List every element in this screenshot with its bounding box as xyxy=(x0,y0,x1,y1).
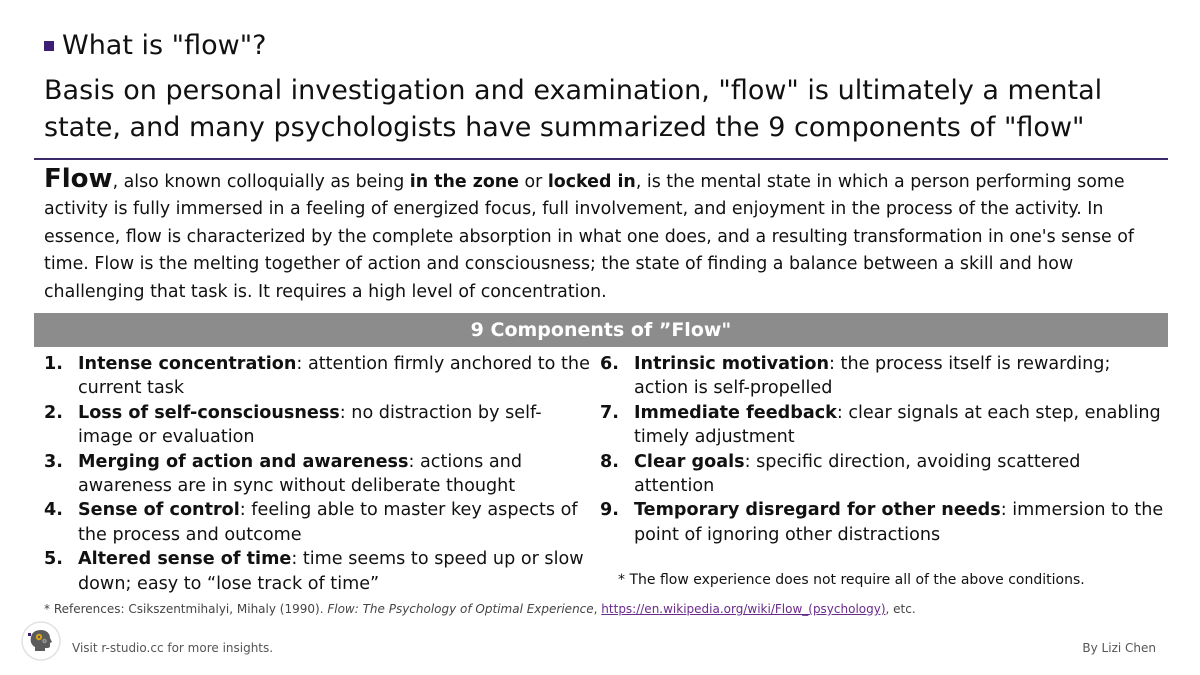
conditions-note: * The flow experience does not require all of the above conditions. xyxy=(618,572,1085,588)
component-name: Merging of action and awareness xyxy=(78,451,409,472)
definition-term: locked in xyxy=(547,172,636,192)
component-desc: : immersion to the point of ignoring other distractions xyxy=(634,500,1164,545)
component-item xyxy=(44,450,592,499)
component-number: 3. xyxy=(44,451,63,472)
component-item xyxy=(44,547,592,596)
definition-term: in the zone xyxy=(409,172,519,192)
component-item xyxy=(600,401,1166,450)
flow-definition xyxy=(44,166,1166,306)
definition-part: , is the mental state in which a person performing some activity is fully immersed in a feeling of energized focus, full involvement, and enjoyment in the process of the activity. In essence, flow is characterized by the complete absorption in what one does, and a resulting transformation in one's sense of time. Flow is the melting together of action and consciousness; the state of finding a balance between a skill and how challenging that task is. It requires a high level of concentration. xyxy=(44,172,1134,302)
references-prefix: * References: Csikszentmihalyi, Mihaly (1990). xyxy=(44,602,328,616)
component-item xyxy=(44,401,592,450)
component-name: Clear goals xyxy=(634,451,745,472)
component-desc: : attention firmly anchored to the current task xyxy=(78,354,590,399)
square-bullet-icon xyxy=(44,41,54,51)
references xyxy=(44,602,916,616)
components-list-left xyxy=(44,352,592,596)
references-book-title: Flow: The Psychology of Optimal Experience xyxy=(327,602,594,616)
component-name: Altered sense of time xyxy=(78,549,292,570)
component-number: 4. xyxy=(44,500,63,521)
component-number: 1. xyxy=(44,354,63,374)
definition-part: or xyxy=(518,172,548,192)
component-name: Sense of control xyxy=(78,500,240,521)
component-item xyxy=(600,450,1166,499)
component-desc: : time seems to speed up or slow down; easy to “lose track of time” xyxy=(78,549,584,594)
components-list-right xyxy=(600,352,1166,547)
component-desc: : actions and awareness are in sync without deliberate thought xyxy=(78,451,523,497)
heading-text: What is "flow"? xyxy=(62,30,267,61)
footer-website-text: Visit r-studio.cc for more insights. xyxy=(72,641,274,655)
component-number: 6. xyxy=(600,354,619,374)
component-item xyxy=(44,352,592,401)
component-desc: : clear signals at each step, enabling timely adjustment xyxy=(634,402,1161,448)
component-number: 8. xyxy=(600,451,619,472)
references-separator: , xyxy=(593,602,602,616)
component-number: 5. xyxy=(44,549,63,570)
component-desc: : specific direction, avoiding scattered attention xyxy=(634,451,1081,497)
component-item xyxy=(44,498,592,547)
definition-part: , also known colloquially as being xyxy=(112,172,410,192)
definition-word: Flow xyxy=(44,164,113,194)
references-suffix: , etc. xyxy=(885,602,916,616)
component-number: 9. xyxy=(600,500,619,521)
components-title-bar xyxy=(34,313,1168,347)
component-desc: : feeling able to master key aspects of the process and outcome xyxy=(78,500,578,545)
component-number: 2. xyxy=(44,402,63,423)
slide-heading xyxy=(44,30,266,61)
components-title: 9 Components of ”Flow" xyxy=(470,319,732,341)
component-name: Loss of self-consciousness xyxy=(78,402,340,423)
component-name: Intense concentration xyxy=(78,354,297,374)
component-desc: : no distraction by self-image or evaluation xyxy=(78,402,542,448)
component-desc: : the process itself is rewarding; action is self-propelled xyxy=(634,354,1111,399)
divider xyxy=(34,158,1168,160)
component-item xyxy=(600,498,1166,547)
intro-text: Basis on personal investigation and examination, "flow" is ultimately a mental state, and many psychologists have summarized the 9 components of "flow" xyxy=(44,75,1103,143)
component-name: Immediate feedback xyxy=(634,402,837,423)
head-gears-logo-icon xyxy=(20,620,62,662)
component-item xyxy=(600,352,1166,401)
component-name: Temporary disregard for other needs xyxy=(634,500,1001,521)
component-number: 7. xyxy=(600,402,619,423)
footer-author: By Lizi Chen xyxy=(1082,641,1156,655)
component-name: Intrinsic motivation xyxy=(634,354,830,374)
wikipedia-link[interactable]: https://en.wikipedia.org/wiki/Flow_(psychology) xyxy=(601,602,886,616)
